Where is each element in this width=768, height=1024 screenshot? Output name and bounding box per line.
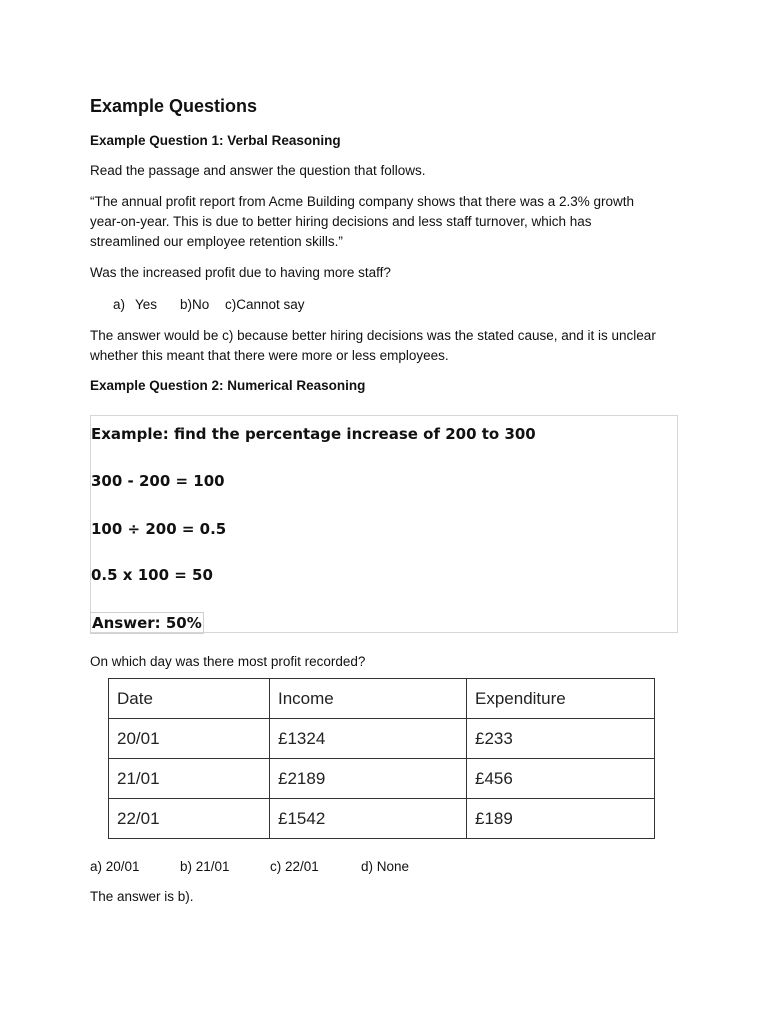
q1-heading: Example Question 1: Verbal Reasoning [90,133,341,148]
q2-options [90,857,680,877]
q2-answer: The answer is b). [90,889,194,904]
q1-instruction: Read the passage and answer the question that follows. [90,163,426,178]
table-cell: £189 [467,799,655,839]
option-a-marker: a) [113,297,126,312]
table-cell: 22/01 [109,799,270,839]
q1-passage [90,192,680,252]
passage-line: year-on-year. This is due to better hiring decisions and less staff turnover, which has [90,214,592,229]
q2-heading: Example Question 2: Numerical Reasoning [90,378,366,393]
option-a: a) 20/01 [90,859,140,874]
example-answer: Answer: 50% [92,614,202,632]
answer-line: whether this meant that there were more or less employees. [90,348,449,363]
table-header-cell: Date [109,679,270,719]
answer-line: The answer would be c) because better hiring decisions was the stated cause, and it is unclear [90,328,656,343]
table-cell: £1324 [270,719,467,759]
table-cell: £233 [467,719,655,759]
q2-question: On which day was there most profit recorded? [90,654,366,669]
q1-question: Was the increased profit due to having more staff? [90,265,391,280]
table-cell: £456 [467,759,655,799]
profit-table [108,678,655,839]
example-step: 100 ÷ 200 = 0.5 [91,520,227,538]
table-cell: £1542 [270,799,467,839]
option-d: d) None [361,859,410,874]
option-b: b)No [180,297,210,312]
table-row [109,799,655,839]
option-b: b) 21/01 [180,859,230,874]
option-c: c) 22/01 [270,859,319,874]
table-cell: £2189 [270,759,467,799]
table-cell: 21/01 [109,759,270,799]
table-cell: 20/01 [109,719,270,759]
table-header-row [109,679,655,719]
table-header-cell: Expenditure [467,679,655,719]
passage-line: “The annual profit report from Acme Building company shows that there was a 2.3% growth [90,194,635,209]
table-row [109,759,655,799]
table-header-cell: Income [270,679,467,719]
passage-line: streamlined our employee retention skills.” [90,234,343,249]
example-step: 0.5 x 100 = 50 [91,566,213,584]
q1-answer [90,326,680,366]
option-c: c)Cannot say [225,297,305,312]
example-step: 300 - 200 = 100 [91,472,225,490]
table-row [109,719,655,759]
option-a-text: Yes [135,297,158,312]
example-heading: Example: find the percentage increase of 200 to 300 [91,425,536,443]
page-title: Example Questions [90,96,258,116]
